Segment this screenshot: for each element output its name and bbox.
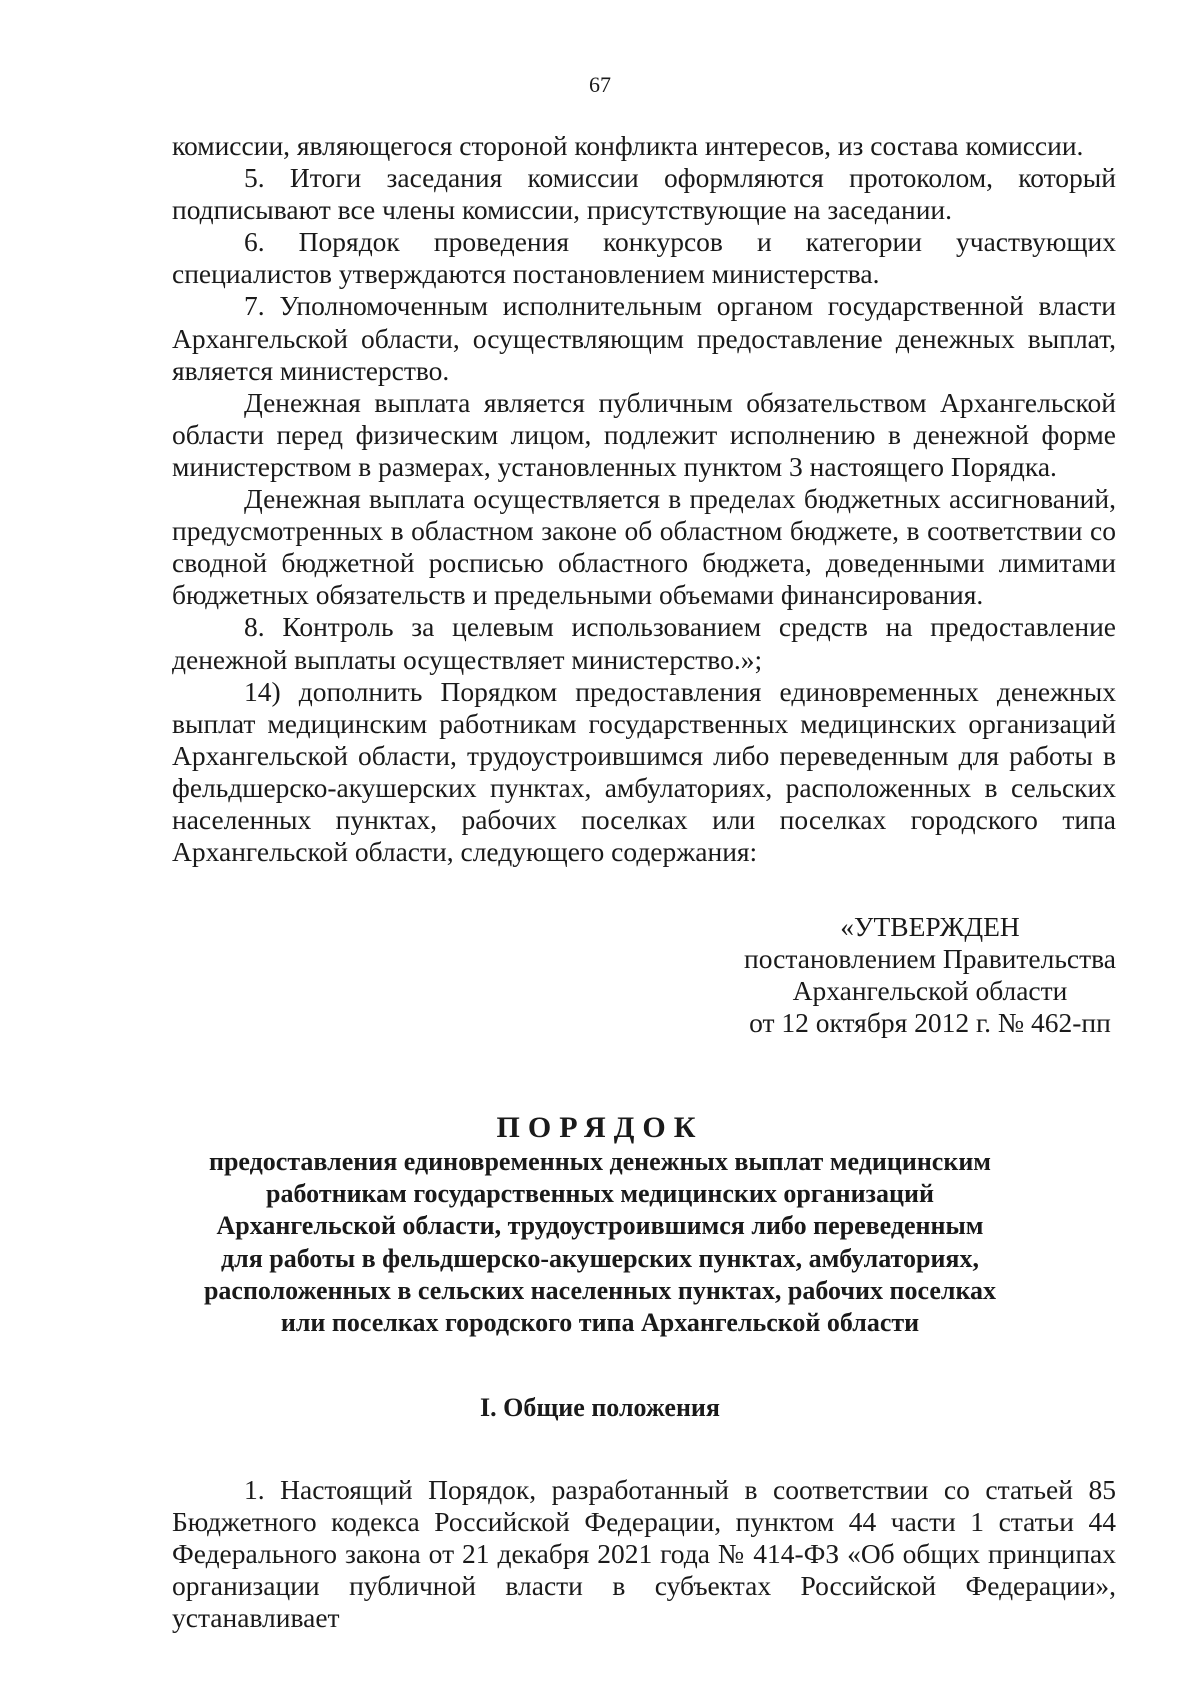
approval-line: «УТВЕРЖДЕН	[840, 911, 1020, 942]
approval-line: Архангельской области	[792, 975, 1068, 1006]
subtitle-line: работникам государственных медицинских организаций	[266, 1179, 934, 1209]
subtitle-line: для работы в фельдшерско-акушерских пунктах, амбулаториях,	[220, 1243, 979, 1273]
subtitle-line: или поселках городского типа Архангельской области	[280, 1308, 920, 1338]
paragraph: 8. Контроль за целевым использованием средств на предоставление денежной выплаты осуществляет министерство.»;	[172, 611, 1116, 675]
paragraph: 5. Итоги заседания комиссии оформляются протоколом, который подписывают все члены комиссии, присутствующие на заседании.	[172, 162, 1116, 226]
approval-stamp-block	[720, 911, 1140, 1039]
document-subtitle	[150, 1146, 1050, 1339]
section-body-text	[172, 1474, 1116, 1634]
subtitle-line: расположенных в сельских населенных пунктах, рабочих поселках	[203, 1275, 997, 1305]
page-number: 67	[589, 72, 611, 97]
paragraph: Денежная выплата является публичным обязательством Архангельской области перед физическим лицом, подлежит исполнению в денежной форме министерством в размерах, установленных пунктом 3 настоящего Порядка.	[172, 386, 1116, 482]
paragraph: комиссии, являющегося стороной конфликта интересов, из состава комиссии.	[172, 130, 1084, 161]
body-text	[172, 130, 1116, 868]
section-heading: I. Общие положения	[480, 1393, 720, 1422]
approval-line: постановлением Правительства	[744, 943, 1116, 974]
paragraph: 1. Настоящий Порядок, разработанный в соответствии со статьей 85 Бюджетного кодекса Российской Федерации, пунктом 44 части 1 статьи 44 Федерального закона от 21 декабря 2021 года № 414-ФЗ «Об общих принципах организации публичной власти в субъектах Российской Федерации», устанавливает	[172, 1474, 1116, 1634]
document-title: ПОРЯДОК	[496, 1111, 704, 1144]
approval-line: от 12 октября 2012 г. № 462-пп	[749, 1007, 1111, 1038]
subtitle-line: предоставления единовременных денежных выплат медицинским	[208, 1147, 992, 1176]
paragraph: Денежная выплата осуществляется в пределах бюджетных ассигнований, предусмотренных в областном законе об областном бюджете, в соответствии со сводной бюджетной росписью областного бюджета, доведенными лимитами бюджетных обязательств и предельными объемами финансирования.	[172, 483, 1116, 611]
paragraph: 6. Порядок проведения конкурсов и категории участвующих специалистов утверждаются постановлением министерства.	[172, 226, 1116, 290]
paragraph: 7. Уполномоченным исполнительным органом государственной власти Архангельской области, осуществляющим предоставление денежных выплат, является министерство.	[172, 290, 1116, 386]
paragraph: 14) дополнить Порядком предоставления единовременных денежных выплат медицинским работникам государственных медицинских организаций Архангельской области, трудоустроившимся либо переведенным для работы в фельдшерско-акушерских пунктах, амбулаториях, расположенных в сельских населенных пунктах, рабочих поселках или поселках городского типа Архангельской области, следующего содержания:	[172, 675, 1116, 868]
subtitle-line: Архангельской области, трудоустроившимся либо переведенным	[216, 1211, 984, 1241]
